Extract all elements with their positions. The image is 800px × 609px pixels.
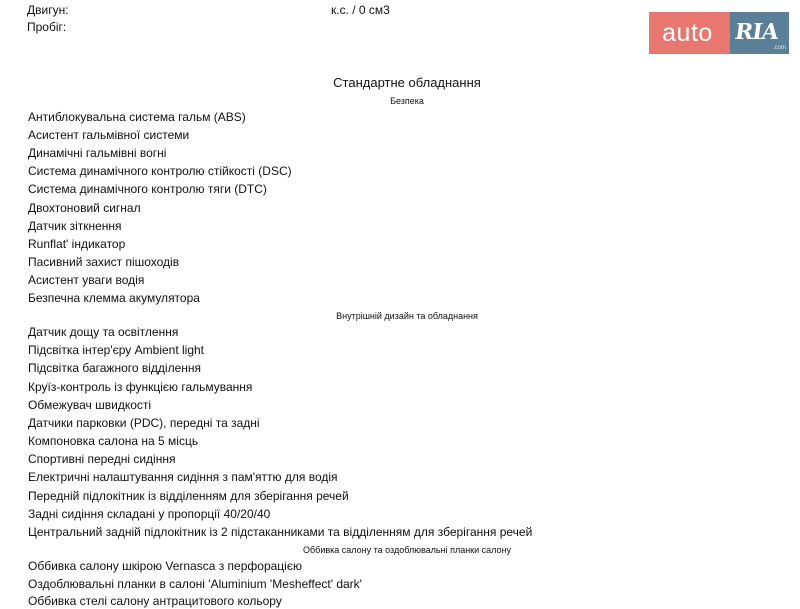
group-title-interior: Внутрішній дизайн та обладнання: [336, 311, 478, 321]
equipment-item: Центральний задній підлокітник із 2 підстаканниками та відділенням для зберігання речей: [28, 525, 533, 539]
section-title: Стандартне обладнання: [333, 75, 481, 90]
equipment-item: Двохтоновий сигнал: [28, 201, 141, 215]
equipment-item: Антиблокувальна система гальм (ABS): [28, 110, 246, 124]
equipment-item: Оббивка стелі салону антрацитового кольору: [28, 594, 282, 608]
equipment-item: Компоновка салона на 5 місць: [28, 434, 199, 448]
group-title-safety: Безпека: [390, 96, 424, 106]
equipment-item: Датчики парковки (PDC), передні та задні: [28, 416, 260, 430]
equipment-item: Оббивка салону шкірою Vernasca з перфорацією: [28, 559, 302, 573]
equipment-item: Оздоблювальні планки в салоні 'Aluminium 'Mesheffect' dark': [28, 577, 362, 591]
logo-ria-text: RIA: [733, 19, 780, 45]
equipment-item: Динамічні гальмівні вогні: [28, 146, 167, 160]
equipment-item: Спортивні передні сидіння: [28, 452, 176, 466]
equipment-item: Асистент гальмівної системи: [28, 128, 190, 142]
equipment-item: Круїз-контроль із функцією гальмування: [28, 380, 253, 394]
logo-auto: auto: [649, 12, 730, 54]
equipment-item: Безпечна клемма акумулятора: [28, 291, 200, 305]
equipment-item: Обмежувач швидкості: [28, 398, 152, 412]
equipment-item: Підсвітка багажного відділення: [28, 361, 201, 375]
mileage-label: Пробіг:: [27, 20, 67, 34]
equipment-item: Пасивний захист пішоходів: [28, 255, 180, 269]
auto-ria-logo: [649, 12, 789, 54]
equipment-item: Датчик зіткнення: [28, 219, 122, 233]
logo-ria-domain: .com: [772, 45, 786, 51]
equipment-item: Датчик дощу та освітлення: [28, 325, 179, 339]
equipment-item: Асистент уваги водія: [28, 273, 145, 287]
engine-value: к.с. / 0 см3: [331, 3, 390, 17]
group-title-upholstery: Оббивка салону та оздоблювальні планки салону: [303, 545, 511, 555]
equipment-item: Передній підлокітник із відділенням для зберігання речей: [28, 489, 349, 503]
engine-label: Двигун:: [27, 3, 69, 17]
logo-ria: [730, 12, 789, 54]
equipment-item: Задні сидіння складані у пропорції 40/20/40: [28, 507, 271, 521]
equipment-item: Електричні налаштування сидіння з пам'яттю для водія: [28, 470, 338, 484]
equipment-item: Система динамічного контролю тяги (DTC): [28, 182, 267, 196]
equipment-item: Підсвітка інтер'єру Ambient light: [28, 343, 205, 357]
equipment-item: Runflat' індикатор: [28, 237, 126, 251]
equipment-item: Система динамічного контролю стійкості (DSC): [28, 164, 292, 178]
